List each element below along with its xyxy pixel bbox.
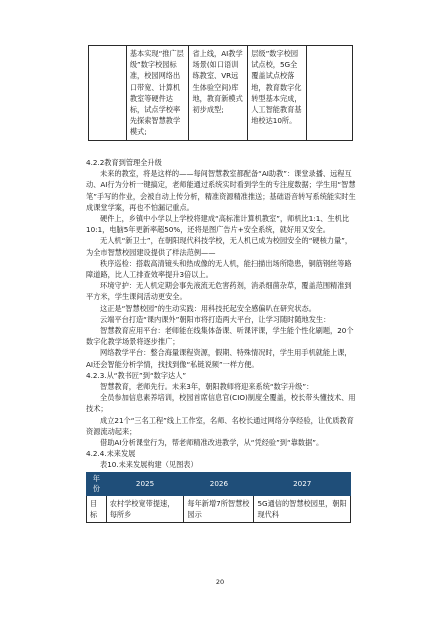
- paragraph: 全员参加信息素养培训，校园首席信息官(CIO)制度全覆盖，校长带头懂技术、用技术；: [86, 393, 356, 414]
- paragraph: 秩序巡检：搭载高清镜头和热成像的无人机，能扫描出场所隐患，铜筋钢丝等路障道路，比人工排查效率提升3倍以上。: [86, 258, 352, 280]
- section-heading: 4.2.2教育到管理全升级: [86, 158, 162, 167]
- table-cell: [89, 46, 127, 141]
- table-row: [87, 495, 351, 522]
- paragraph: 云端平台打造“课内课外”朝阳市将打造两大平台，让学习随时随地发生：: [100, 314, 331, 324]
- body-text: [86, 157, 356, 523]
- table-cell: 基本实现“推广层级”数字校园标准，校园网络出口带宽、计算机教室等硬件达标，试点学校率先探索智慧教学模式;: [126, 46, 189, 141]
- page-number: 20: [215, 578, 225, 586]
- paragraph: 环境守护：无人机定期会事先液流无危害药剂，消杀细菌杂草，覆盖范围精准到平方米，学生课间活动更安全。: [86, 281, 352, 302]
- future-development-table: [86, 472, 351, 523]
- table-row-label: 目标: [87, 495, 107, 522]
- table-row: [89, 46, 353, 141]
- table-header: 2027: [254, 472, 351, 495]
- table-cell: 省上线，AI教学场景(如口语训练教室、VR远生体验空间)库地，教育新模式初步成型;: [189, 46, 248, 141]
- paragraph: 智慧教育，老师先行。未来3年，朝阳教师将迎来系统“数字升级”：: [100, 382, 314, 392]
- paragraph: 无人机“新卫士”，在朝阳现代科技学校，无人机已成为校园安全的“硬核力量”，为全市智慧校园建设提供了样法范例——: [86, 236, 353, 257]
- paragraph: 未来的教室，将是这样的——每间智慧教室都配备“AI助教”：课堂录播、远程互动、AI行为分析一键搞定，老师能通过系统实时看到学生的专注度数据；学生用“智慧笔”手写的作业，会被自动上传分析，精准资源精准推送；基础语音转写系统能实时生成课堂学案，再也不怕漏记重点。: [86, 169, 356, 212]
- table-header: 2025: [106, 472, 184, 495]
- table-cell: 层级”数字校园试点校，5G全覆盖试点校落地，教育数字化转型基本完成，人工智能教育基地校达10所。: [248, 46, 307, 141]
- table-header-row: [87, 472, 351, 495]
- table-caption: 表10.未来发展构建（见图表）: [100, 460, 198, 470]
- paragraph: 这正是“智慧校园”的生动实践：用科技托起安全感偏叭在研究状态。: [100, 303, 316, 313]
- goals-table-continued: [88, 45, 353, 141]
- paragraph: 硬件上，乡镇中小学以上学校将建成“高标准计算机教室”，师机比1:1、生机比10:1，电脑5年更新率超50%，还将是图广告片+安全系统，就好用又安全。: [86, 214, 350, 235]
- table-header: 年份: [87, 472, 107, 495]
- paragraph: 智慧教育应用平台：老师能在线集体备课、听课评课，学生能个性化刷题，20个数字化教学场景将逐步推广；: [86, 326, 354, 347]
- section-heading: 4.2.4.未来发展: [86, 449, 136, 459]
- table-cell: [307, 46, 353, 141]
- paragraph: 借助AI分析课堂行为，帮老师精准改进教学，从“凭经验”到“靠数据”。: [100, 438, 324, 448]
- paragraph: 网络教学平台：整合海量课程资源，假期、特殊情况时，学生用手机就能上课，AI还会智能分析学情，找找到像“私链说频”一样方便。: [86, 348, 352, 369]
- table-cell: 5G通信的智慧校园里，朝阳现代科: [254, 495, 351, 522]
- table-cell: 农村学校宽带提速，每所乡: [106, 495, 184, 522]
- section-heading: 4.2.3.从“教书匠”到“数字达人”: [86, 370, 187, 380]
- table-header: 2026: [184, 472, 254, 495]
- table-cell: 每年新增7所智慧校园示: [184, 495, 254, 522]
- paragraph: 成立21个“三名工程”线上工作室，名师、名校长通过网络分享经验，让优质教育资源流动起来；: [86, 415, 354, 436]
